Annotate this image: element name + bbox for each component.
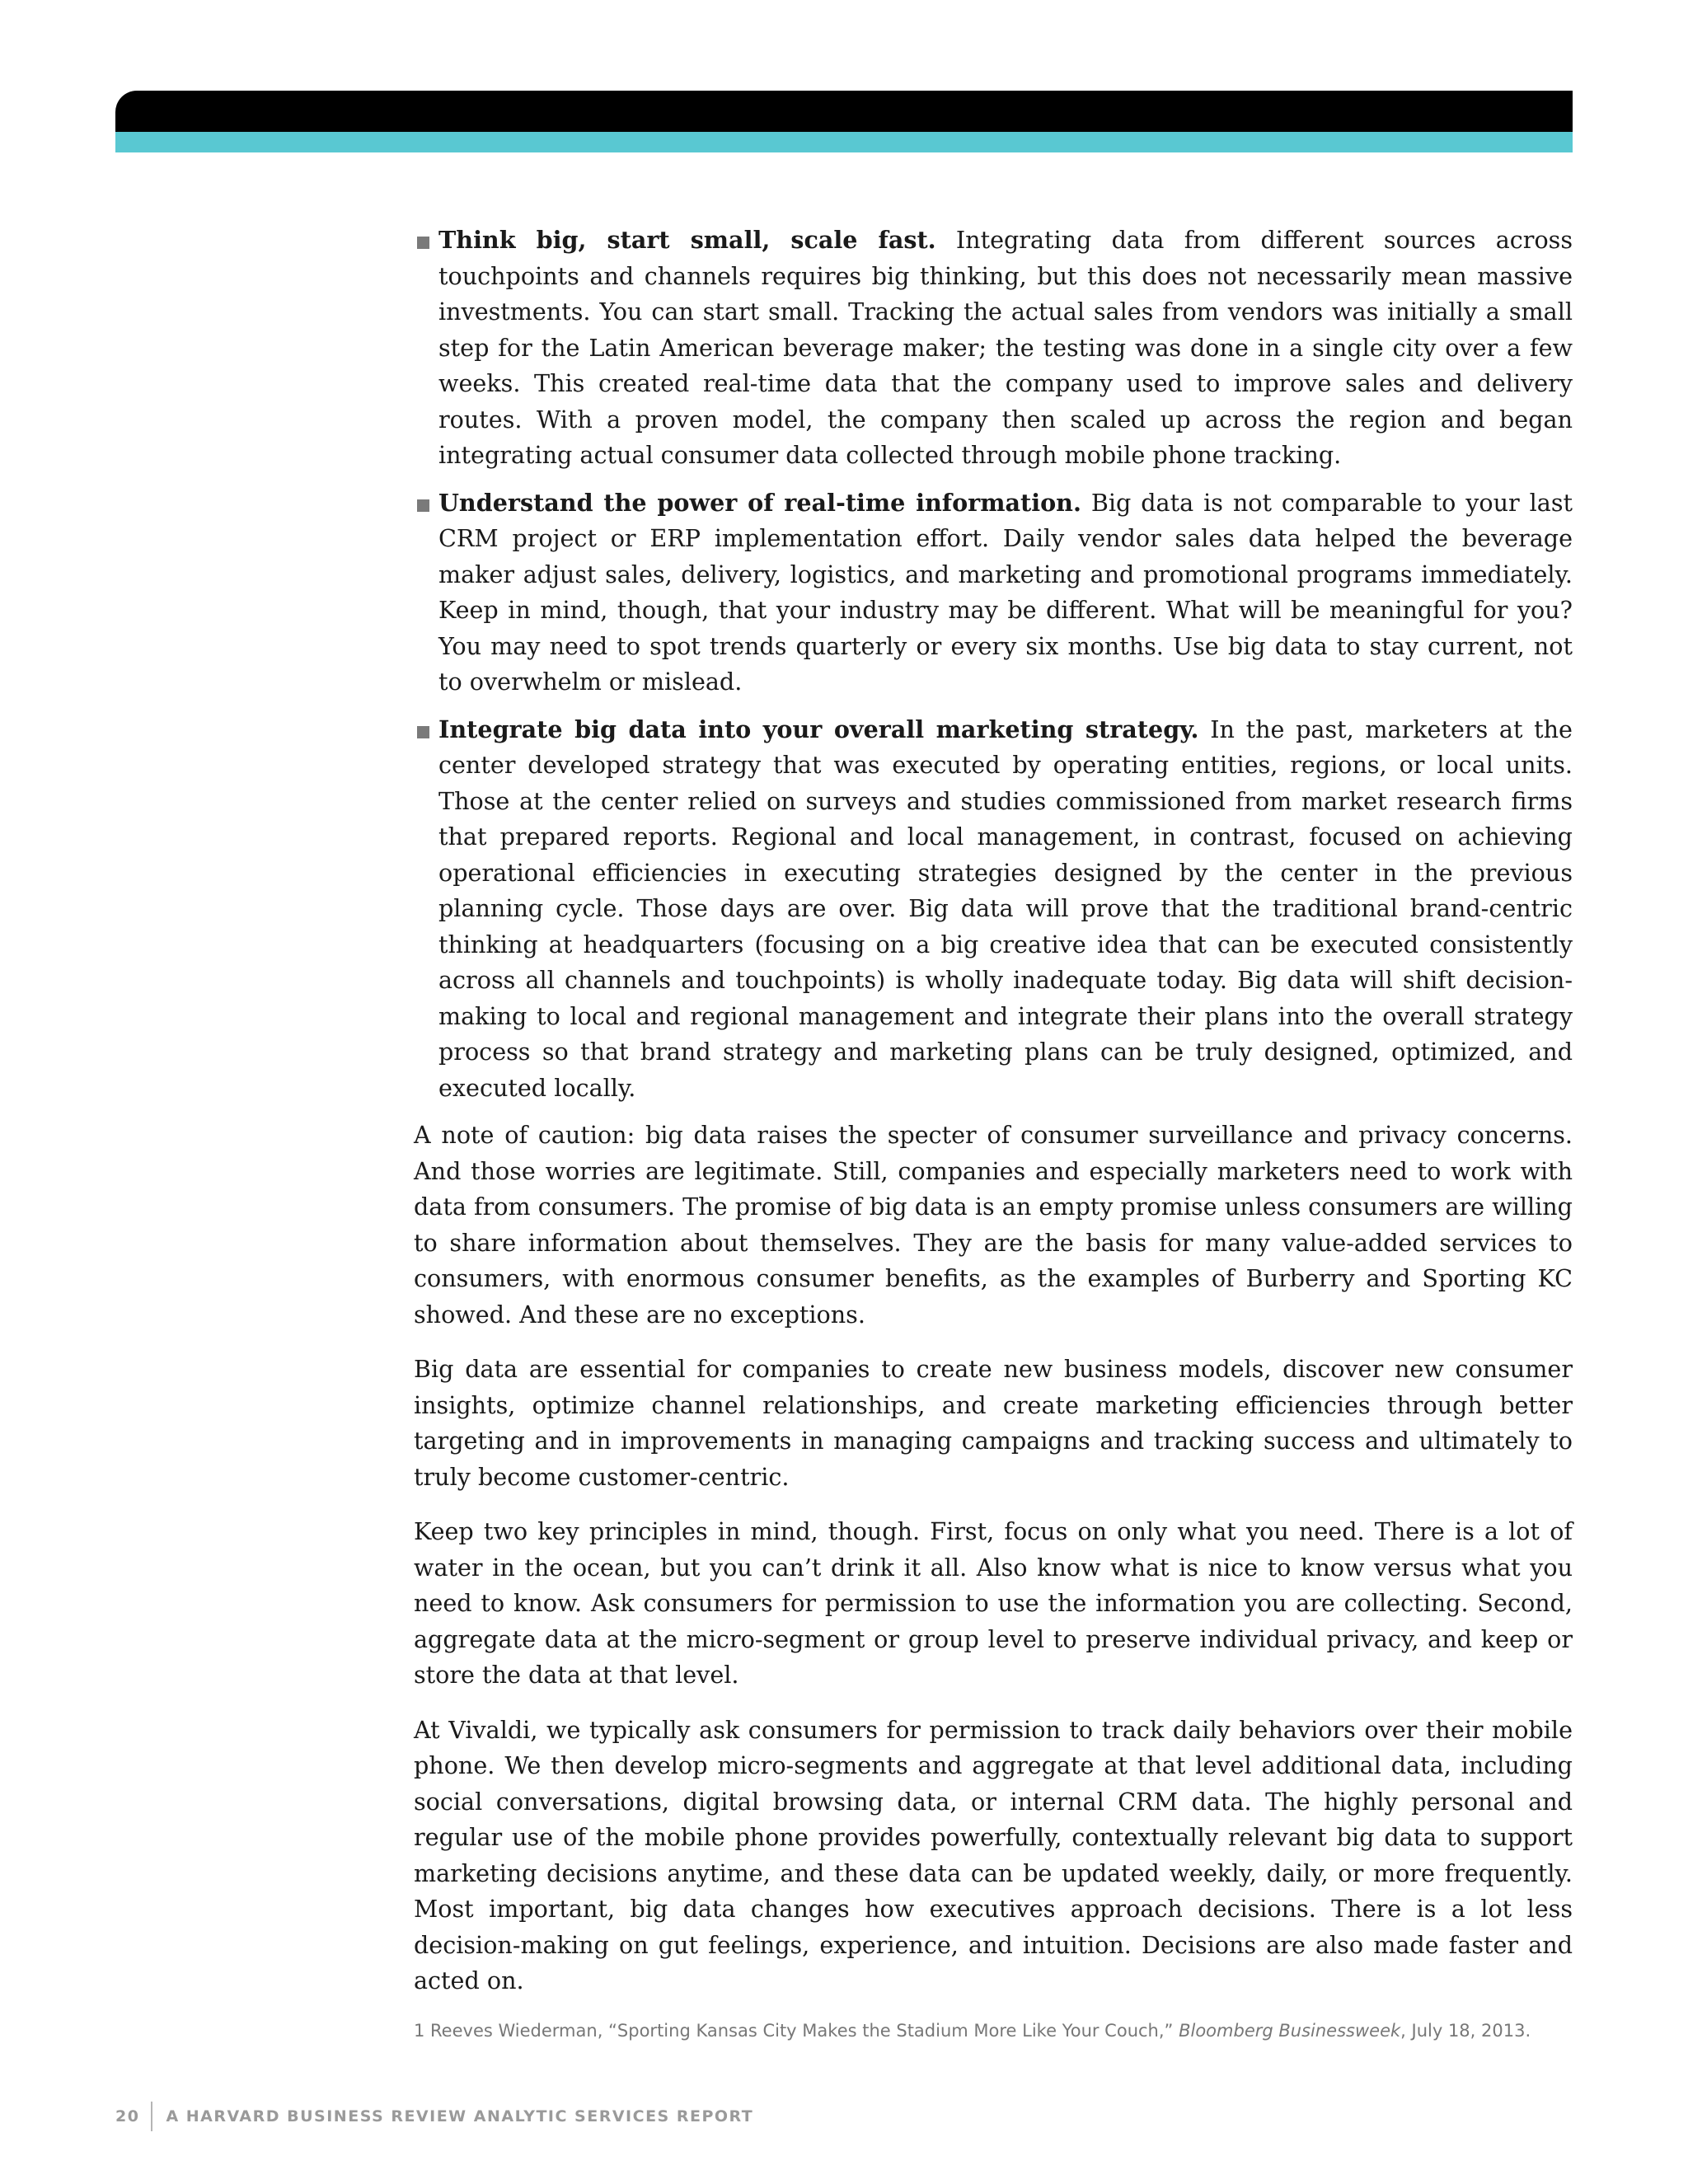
bullet-list: [414, 223, 1573, 1106]
bullet-item-integrate: [414, 712, 1573, 1107]
square-bullet-icon: [417, 726, 429, 738]
header-teal-stripe: [115, 132, 1573, 152]
article-body: [414, 223, 1573, 2043]
paragraph-vivaldi: At Vivaldi, we typically ask consumers for permission to track daily behaviors over their mobile phone. We then develop micro-segments and aggregate at that level additional data, including social conversations, digital browsing data, or internal CRM data. The highly personal and regular use of the mobile phone provides powerfully, contextually relevant big data to support marketing decisions anytime, and these data can be updated weekly, daily, or more frequently. Most important, big data changes how executives approach decisions. There is a lot less decision-making on gut feelings, experience, and intuition. Decisions are also made faster and acted on.: [414, 1715, 1573, 1994]
paragraph-principles: Keep two key principles in mind, though. First, focus on only what you need. There is a lot of water in the ocean, but you can’t drink it all. Also know what is nice to know versus what you need to know. Ask consumers for permission to use the information you are collecting. Second, aggregate data at the micro-segment or group level to preserve individual privacy, and keep or store the data at that level.: [414, 1517, 1573, 1689]
footnote-date: , July 18, 2013.: [1400, 2020, 1531, 2041]
footnote: [414, 2018, 1573, 2043]
page-footer: [115, 2100, 753, 2133]
paragraph-caution: A note of caution: big data raises the specter of consumer surveillance and privacy concerns. And those worries are legitimate. Still, companies and especially marketers need to work with data from consumers. The promise of big data is an empty promise unless consumers are willing to share information about themselves. They are the basis for many value-added services to consumers, with enormous consumer benefits, as the examples of Burberry and Sporting KC showed. And these are no exceptions.: [414, 1121, 1573, 1329]
bullet-lead-text: Integrate big data into your overall marketing strategy.: [438, 715, 1199, 743]
page-number: 20: [115, 2107, 140, 2125]
bullet-lead-text: Understand the power of real-time information.: [438, 488, 1081, 517]
footer-divider: [151, 2102, 152, 2131]
square-bullet-icon: [417, 499, 429, 512]
square-bullet-icon: [417, 237, 429, 249]
bullet-item-real-time: [414, 485, 1573, 701]
header-black-bar: [115, 91, 1573, 132]
footnote-text: 1 Reeves Wiederman, “Sporting Kansas City Makes the Stadium More Like Your Couch,”: [414, 2020, 1179, 2041]
bullet-body-text: Big data is not comparable to your last CRM project or ERP implementation effort. Daily vendor sales data helped the beverage maker adjust sales, delivery, logistics, and marketing and promotional programs immediately. Keep in mind, though, that your industry may be different. What will be meaningful for you? You may need to spot trends quarterly or every six months. Use big data to stay current, not to overwhelm or mislead.: [438, 488, 1573, 696]
bullet-body-text: In the past, marketers at the center developed strategy that was executed by operating entities, regions, or local units. Those at the center relied on surveys and studies commissioned from market research firms that prepared reports. Regional and local management, in contrast, focused on achieving operational efficiencies in executing strategies designed by the center in the previous planning cycle. Those days are over. Big data will prove that the traditional brand-centric thinking at headquarters (focusing on a big creative idea that can be executed consistently across all channels and touchpoints) is wholly inadequate today. Big data will shift decision-making to local and regional management and integrate their plans into the overall strategy process so that brand strategy and marketing plans can be truly designed, optimized, and executed locally.: [438, 715, 1573, 1102]
report-title: A HARVARD BUSINESS REVIEW ANALYTIC SERVICES REPORT: [166, 2107, 754, 2125]
bullet-item-think-big: [414, 223, 1573, 474]
paragraph-essential: Big data are essential for companies to create new business models, discover new consumer insights, optimize channel relationships, and create marketing efficiencies through better targeting and in improvements in managing campaigns and tracking success and ultimately to truly become customer-centric.: [414, 1355, 1573, 1491]
bullet-lead-text: Think big, start small, scale fast.: [438, 226, 936, 254]
footnote-publication: Bloomberg Businessweek: [1179, 2020, 1401, 2041]
bullet-body-text: Integrating data from different sources across touchpoints and channels requires big thinking, but this does not necessarily mean massive investments. You can start small. Tracking the actual sales from vendors was initially a small step for the Latin American beverage maker; the testing was done in a single city over a few weeks. This created real-time data that the company used to improve sales and delivery routes. With a proven model, the company then scaled up across the region and began integrating actual consumer data collected through mobile phone tracking.: [438, 226, 1573, 469]
